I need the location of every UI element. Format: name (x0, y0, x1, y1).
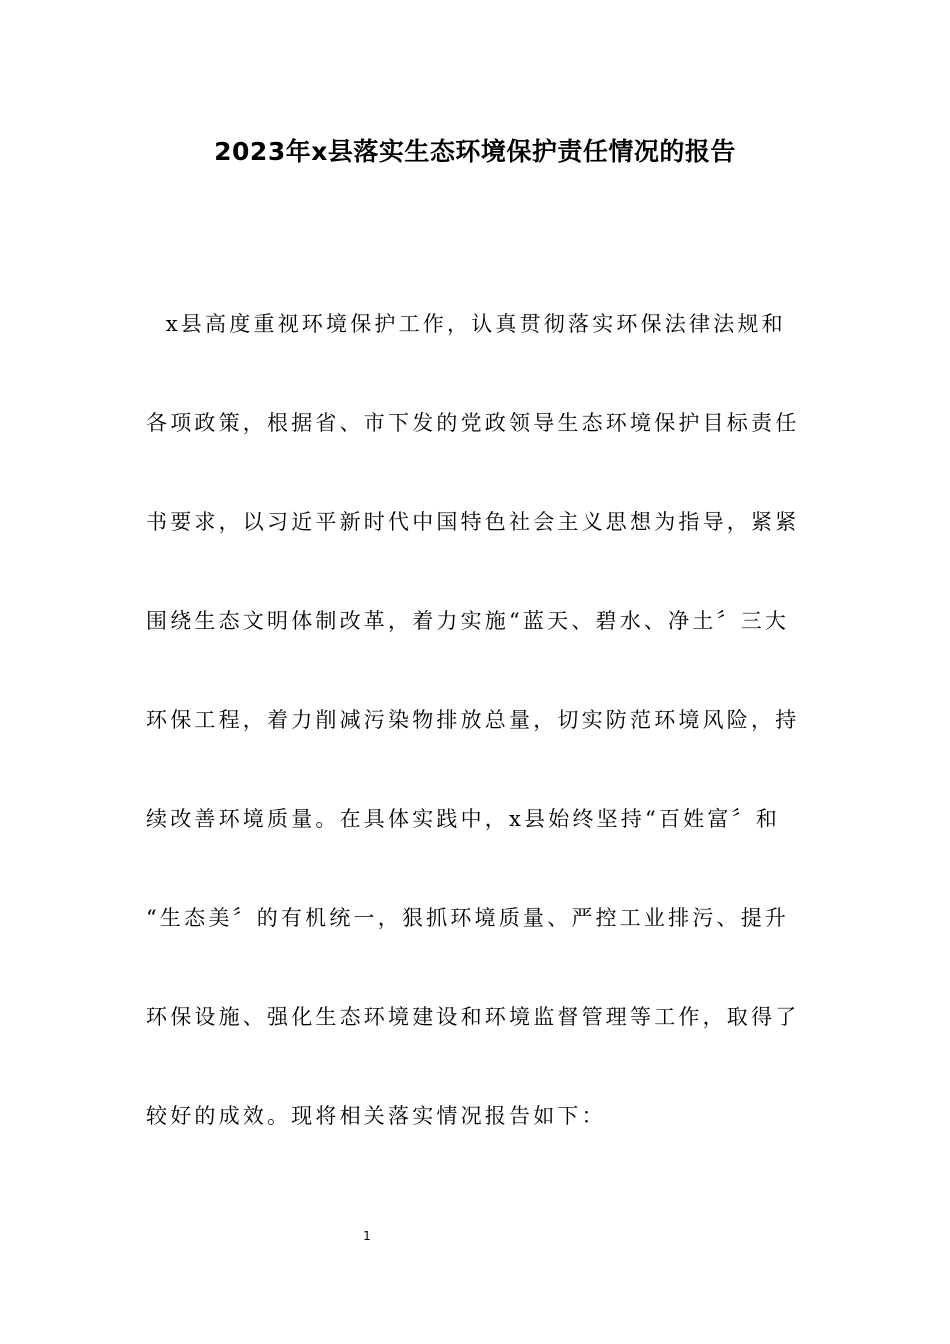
paragraph-line: 环保设施、强化生态环境建设和环境监督管理等工作，取得了 (146, 1005, 800, 1029)
paragraph-line: “生态美〞的有机统一，狠抓环境质量、严控工业排污、提升 (146, 906, 790, 930)
paragraph-line: 书要求，以习近平新时代中国特色社会主义思想为指导，紧紧 (146, 510, 800, 534)
paragraph-line: x县高度重视环境保护工作，认真贯彻落实环保法律法规和 (146, 312, 786, 336)
document-title: 2023年x县落实生态环境保护责任情况的报告 (214, 137, 736, 166)
paragraph-line: 各项政策，根据省、市下发的党政领导生态环境保护目标责任 (146, 411, 800, 435)
paragraph-line: 较好的成效。现将相关落实情况报告如下： (146, 1104, 606, 1128)
intro-paragraph (146, 301, 806, 1192)
paragraph-line: 围绕生态文明体制改革，着力实施“蓝天、碧水、净土〞三大 (146, 609, 790, 633)
paragraph-line: 环保工程，着力削减污染物排放总量，切实防范环境风险，持 (146, 708, 800, 732)
page-number: 1 (363, 1229, 371, 1243)
paragraph-line: 续改善环境质量。在具体实践中，x县始终坚持“百姓富〞和 (146, 807, 780, 831)
